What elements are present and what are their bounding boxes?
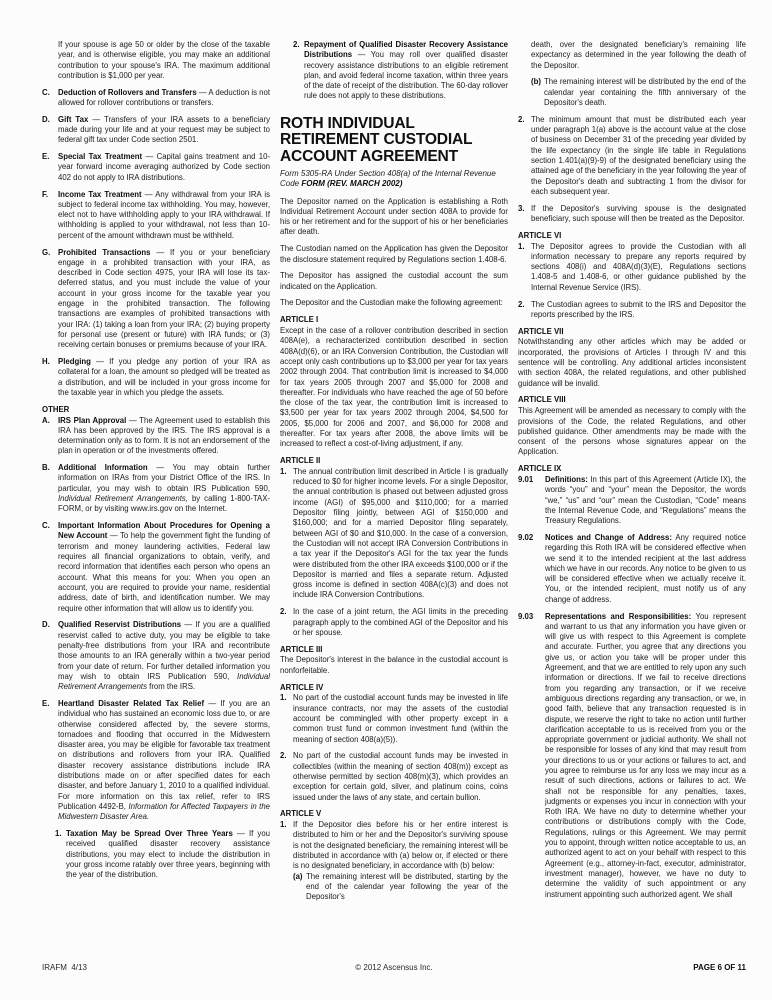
item-text: No part of the custodial account funds may be invested in collectibles (within the meaning of section 408(m)) except as otherwise permitted by section 408(m)(3), which provides an exception for certain gold, silver, and platinum coins, coins issued under the laws of any state, and certain bullion. [293, 751, 508, 802]
item-text: In the case of a joint return, the AGI limits in the preceding paragraph apply to the combined AGI of the Depositor and his or her spouse. [293, 607, 508, 637]
spouse-contribution-paragraph: If your spouse is age 50 or older by the close of the taxable year, and is otherwise eligible, you may make an additional contribution to your spouse's IRA. The maximum additional contribution is $1,000 per year. [58, 40, 270, 80]
article-3-heading: ARTICLE III [280, 644, 323, 654]
item-text: — If you or your beneficiary engage in a prohibited transaction with your IRA, as described in Code section 4975, your IRA will lose its tax-deferred status, and you must include the value of your account in your gross income for the taxable year you engage in the prohibited transaction. The following transactions are examples of prohibited transactions with your IRA: (1) taking a loan from your IRA; (2) buying property for personal use (present or future) with IRA funds; or (3) receiving certain bonuses or premiums because of your IRA. [58, 247, 270, 350]
item-label: E. [42, 698, 50, 708]
item-label: (b) [531, 77, 541, 87]
list-item-gift-tax [42, 115, 270, 146]
item-text: — If you pledge any portion of your IRA as collateral for a loan, the amount so pledged will be treated as a distribution, and will be included in your gross income for the taxable year in which you pledge the assets. [58, 357, 270, 397]
item-text-italic: Individual Retirement Arrangements, [58, 494, 188, 504]
article-9-heading: ARTICLE IX [518, 464, 562, 474]
item-body [58, 190, 270, 241]
item-label: F. [42, 189, 49, 199]
item-title: Representations and Responsibilities: [545, 611, 692, 621]
page-footer [42, 963, 746, 975]
item-number: 9.01 [518, 474, 534, 484]
item-text: The Depositor agrees to provide the Custodian with all information necessary to prepare any reports required by sections 408(i) and 408A(d)(3)(E), Regulations sections 1.408-5 and 1.408-6, or other guidance published by the Internal Revenue Service (IRS). [531, 241, 746, 292]
item-label: 2. [518, 114, 525, 124]
item-body [58, 699, 270, 823]
item-title: Taxation May be Spread Over Three Years [66, 828, 233, 838]
item-label: 2. [280, 751, 287, 761]
article-9-item-notices [518, 533, 746, 605]
assigned-sum-paragraph: The Depositor has assigned the custodial account the sum indicated on the Application. [280, 271, 508, 291]
list-item-heartland-disaster [42, 699, 270, 823]
page-number: PAGE 6 OF 11 [693, 963, 746, 972]
list-item-prohibited-transactions [42, 248, 270, 351]
item-label: D. [42, 114, 50, 124]
list-item-special-tax-treatment [42, 152, 270, 183]
item-text: The annual contribution limit described in Article I is gradually reduced to $0 for higher income levels. For a single Depositor, the annual contribution is phased out between adjusted gross income (AGI) of $95,000 and $110,000; for a married Depositor filing jointly, between AGI of $150,000 and $160,000; and for a married Depositor filing separately, between AGI of $0 and $10,000. In the case of a conversion, the Custodian will not accept IRA Conversion Contributions in a tax year if the Depositor's AGI for the tax year the funds were distributed from the other IRA exceeds $100,000 or if the Depositor is married and files a separate return. Adjusted gross income is defined in section 408A(c)(3) and does not include IRA Conversion Contributions. [293, 466, 508, 600]
item-label: H. [42, 357, 50, 367]
item-text: The Custodian agrees to submit to the IRS and Depositor the reports prescribed by the IRS. [531, 299, 746, 319]
article-5-sub-a [280, 872, 508, 903]
item-text: The remaining interest will be distributed by the end of the calendar year containing the fifth anniversary of the Depositor's death. [544, 77, 746, 107]
item-title: IRS Plan Approval [58, 415, 127, 425]
item-title: Special Tax Treatment [58, 152, 143, 162]
middle-column [280, 40, 508, 906]
item-text: — The Agreement used to establish this IRA has been approved by the IRS. The IRS approval is a determination only as to form. It is not an endorsement of the plan in operation or of the investments offered. [58, 415, 270, 456]
item-text: — If you are a qualified reservist called to active duty, you may be eligible to take penalty-free distributions from your IRA and recontribute those amounts to an IRA generally within a two-year period from your date of return. For further detailed information you may wish to obtain IRS Publication 590, [58, 620, 270, 681]
item-label: 3. [518, 203, 525, 213]
article-9-item-representations [518, 612, 746, 900]
form-subtitle-revision: FORM (REV. MARCH 2002) [301, 178, 403, 188]
item-text: — Capital gains treatment and 10-year forward income averaging authorized by Code section 402 do not apply to IRA distributions. [58, 152, 270, 182]
item-body [58, 115, 270, 146]
item-label: 1. [518, 241, 525, 251]
item-body [304, 40, 508, 102]
item-text-italic: Information for Affected Taxpayers in the Midwestern Disaster Area. [58, 801, 270, 822]
article-5-heading: ARTICLE V [280, 809, 322, 819]
item-title: Definitions: [545, 474, 588, 484]
article-7-text: Notwithstanding any other articles which may be added or incorporated, the provisions of Articles I through IV and this sentence will be controlling. Any additional articles inconsistent with section 408A, the related regulations, and other published guidance will be invalid. [518, 337, 746, 388]
article-2-item-2 [280, 607, 508, 638]
article-7-heading: ARTICLE VII [518, 326, 564, 336]
item-label: (a) [293, 871, 303, 881]
item-label: 1. [280, 466, 287, 476]
item-text: — To help the government fight the funding of terrorism and money laundering activities, Federal law requires all financial organizations to obtain, verify, and record information that identifies each person who opens an account. What this means for you: When you open an account, you are required to provide your name, residential address, date of birth, and identification number. We may require other information that will allow us to identify you. [58, 531, 270, 613]
item-label: C. [42, 87, 50, 97]
item-body [58, 620, 270, 692]
form-code: IRAFM 4/13 [42, 963, 87, 972]
article-8-heading: ARTICLE VIII [518, 395, 566, 405]
item-label: 2. [280, 607, 287, 617]
copyright-notice: © 2012 Ascensus Inc. [355, 963, 433, 972]
item-title: Pledging [58, 357, 91, 367]
item-body [545, 475, 746, 526]
article-6-heading: ARTICLE VI [518, 230, 562, 240]
item-title: Deduction of Rollovers and Transfers [58, 87, 197, 97]
item-text: — You may roll over qualified disaster recovery assistance distributions to an eligible retirement plan, and avoid federal income taxation, within three years of the date of receipt of the distribution. The 60-day rollover rule does not apply to these distributions. [304, 50, 508, 101]
item-text: You represent and warrant to us that any information you have given or will give us with respect to this Agreement is complete and accurate. Further, you agree that any directions you give us, or action you take will be proper under this Agreement, and that we are entitled to rely upon any such information or directions. If we fail to receive directions from you regarding any transaction, or if we receive ambiguous directions regarding any transaction, or we, in good faith, believe that any transaction requested is in dispute, we reserve the right to take no action until further clarification acceptable to us is received from you or the appropriate government or judicial authority. We shall not be responsible for losses of any kind that may result from your directions to us or your actions or failures to act, and you agree to reimburse us for any loss we may incur as a result of such directions, actions or failures to act. We shall not be responsible for any penalties, taxes, judgments or expenses you incur in connection with your Roth IRA. We have no duty to determine whether your contributions or distributions comply with the Code, Regulations, rulings or this Agreement. We may permit you to appoint, through written notice acceptable to us, an authorized agent to act on your behalf with respect to this Agreement (e.g., attorney-in-fact, executor, administrator, investment manager), however, we have no duty to determine the validity of such appointment or any instrument appointing such authorized agent. We shall [545, 611, 746, 899]
item-body [58, 463, 270, 514]
article-4-item-2 [280, 751, 508, 802]
article-5-item-2 [518, 115, 746, 197]
article-5-item-3 [518, 204, 746, 225]
item-text: In this part of this Agreement (Article IX), the words “you” and “your” mean the Depositor, the words “we,” “us” and “our” mean the Custodian, “Code” means the Internal Revenue Code, and “Regulations” means the Treasury Regulations. [545, 474, 746, 526]
article-9-item-definitions [518, 475, 746, 526]
item-label: 1. [280, 820, 287, 830]
left-column [42, 40, 270, 906]
item-label: A. [42, 415, 50, 425]
item-label: B. [42, 463, 50, 473]
list-item-income-tax-treatment [42, 190, 270, 241]
article-4-heading: ARTICLE IV [280, 682, 324, 692]
item-label: C. [42, 521, 50, 531]
list-item-taxation-spread [55, 829, 270, 880]
item-text: — Any withdrawal from your IRA is subject to federal income tax withholding. You may, however, elect not to have withholding apply to your IRA withdrawal. If withholding is applied to your withdrawal, not less than 10-percent of the amount withdrawn must be withheld. [58, 189, 270, 240]
article-3-text: The Depositor's interest in the balance in the custodial account is nonforfeitable. [280, 655, 508, 675]
item-title: Important Information About Procedures for Opening a New Account [58, 521, 270, 541]
item-title: Prohibited Transactions [58, 247, 151, 257]
item-body [66, 829, 270, 880]
item-text: — If you are an individual who has sustained an economic loss due to, or are otherwise considered affected by, the severe storms, tornadoes and flooding that occurred in the Midwestern disaster area, you may be eligible for favorable tax treatment on distributions and rollovers from your IRA. Qualified disaster recovery assistance distributions include IRA distributions made on or after specified dates for each disaster, and before January 1, 2010 to a qualified individual. For more information on this tax relief, refer to IRS Publication 4492-B, [58, 698, 271, 811]
depositor-establishing-paragraph: The Depositor named on the Application is establishing a Roth Individual Retirement Account under section 408A to provide for his or her retirement and for the support of his or her beneficiaries after death. [280, 196, 508, 237]
article-5-item-1 [280, 820, 508, 871]
list-item-repayment-distributions [293, 40, 508, 102]
item-text: The remaining interest will be distributed, starting by the end of the calendar year following the year of the Depositor's [306, 871, 508, 902]
item-label: D. [42, 620, 50, 630]
item-body [58, 357, 270, 398]
item-number: 9.02 [518, 532, 534, 542]
other-section-heading: OTHER [42, 404, 70, 414]
item-title: Additional Information [58, 463, 148, 473]
item-title: Repayment of Qualified Disaster Recovery Assistance Distributions [304, 40, 508, 60]
custodian-disclosure-paragraph: The Custodian named on the Application has given the Depositor the disclosure statement required by Regulations section 1.408-6. [280, 244, 508, 264]
item-text: — You may obtain further information on IRAs from your District Office of the IRS. In particular, you may wish to obtain IRS Publication 590, [58, 463, 270, 493]
article-5-sub-b [518, 77, 746, 108]
item-body [58, 88, 270, 109]
item-title: Qualified Reservist Distributions [58, 620, 182, 630]
article-1-text: Except in the case of a rollover contribution described in section 408A(e), a recharacterized contribution described in section 408A(d)(6), or an IRA Conversion Contribution, the Custodian will accept only cash contributions up to $3,000 per year for tax years 2002 through 2004. That contribution limit is increased to $4,000 for tax years 2005 through 2007 and $5,000 for 2008 and thereafter. For individuals who have reached the age of 50 before the close of the tax year, the contribution limit is increased to $3,500 per year for tax years 2002 through 2004, $4,500 for 2005, $5,000 for 2006 and 2007, and $6,000 for 2008 and thereafter. For tax years after 2008, the above limits will be increased to reflect a cost-of-living adjustment, if any. [280, 326, 508, 449]
list-item-deduction-rollovers [42, 88, 270, 109]
list-item-additional-information [42, 463, 270, 514]
item-body [58, 152, 270, 183]
item-text: — If you received qualified disaster recovery assistance distributions, you may elect to include the distribution in your gross income ratably over three years, beginning with the year of the distribution. [66, 828, 270, 880]
item-text: Any required notice regarding this Roth IRA will be considered effective when we send it to the intended recipient at the last address which we have in our records. Any notice to be given to us will be considered effective when we actually receive it. You, or the intended recipient, must notify us of any change of address. [545, 532, 746, 604]
item-body [58, 248, 270, 351]
item-text: — A deduction is not allowed for rollover contributions or transfers. [58, 87, 271, 107]
item-text: If the Depositor's surviving spouse is the designated beneficiary, such spouse will then be treated as the Depositor. [531, 203, 746, 223]
item-number: 9.03 [518, 611, 534, 621]
list-item-irs-plan-approval [42, 416, 270, 457]
item-title: Heartland Disaster Related Tax Relief [58, 698, 205, 708]
item-text: If the Depositor dies before his or her entire interest is distributed to him or her and the Depositor's surviving spouse is not the designated beneficiary, the remaining interest will be distributed in accordance with (a) below or, if elected or there is no designated beneficiary, in accordance with (b) below: [293, 820, 508, 871]
item-title: Income Tax Treatment [58, 189, 142, 199]
item-label: 2. [293, 40, 300, 49]
form-subtitle-regular: Form 5305-RA Under Section 408(a) of the Internal Revenue Code [280, 168, 496, 188]
article-8-text: This Agreement will be amended as necessary to comply with the provisions of the Code, the related Regulations, and other published guidance. Other amendments may be made with the consent of the persons whose signatures appear on the Application. [518, 406, 746, 457]
item-text: No part of the custodial account funds may be invested in life insurance contracts, nor may the assets of the custodial account be commingled with other property except in a common trust fund or common investment fund (within the meaning of section 408(a)(5)). [293, 693, 508, 744]
article-1-heading: ARTICLE I [280, 315, 319, 325]
item-text: The minimum amount that must be distributed each year under paragraph 1(a) above is the account value at the close of business on December 31 of the preceding year divided by the life expectancy (in the single life table in Regulations section 1.401(a)(9)-9) of the designated beneficiary using the attained age of the beneficiary in the year following the year of the Depositor's death and subtracting 1 from the divisor for each subsequent year. [531, 114, 746, 196]
list-item-pledging [42, 357, 270, 398]
form-subtitle [280, 169, 508, 189]
item-label: 2. [518, 299, 525, 309]
article-2-heading: ARTICLE II [280, 456, 321, 466]
article-5-continuation-paragraph: death, over the designated beneficiary's remaining life expectancy as determined in the year following the death of the Depositor. [531, 40, 746, 70]
article-6-item-2 [518, 300, 746, 321]
item-label: G. [42, 247, 51, 257]
item-label: 1. [55, 828, 62, 838]
item-text-italic: Individual Retirement Arrangements [58, 671, 270, 692]
article-4-item-1 [280, 693, 508, 744]
list-item-opening-new-account [42, 521, 270, 614]
article-2-item-1 [280, 467, 508, 601]
list-item-qualified-reservist [42, 620, 270, 692]
item-body [58, 416, 270, 457]
item-text: by calling 1-800-TAX-FORM, or by visiting www.irs.gov on the Internet. [58, 494, 270, 514]
agreement-intro-paragraph: The Depositor and the Custodian make the following agreement: [280, 298, 503, 308]
item-body [545, 533, 746, 605]
right-column [518, 40, 746, 906]
item-body [545, 612, 746, 900]
item-title: Gift Tax [58, 114, 89, 124]
item-text: — Transfers of your IRA assets to a beneficiary made during your life and at your request may be subject to federal gift tax under Code section 2501. [58, 114, 270, 145]
item-label: E. [42, 152, 50, 162]
item-title: Notices and Change of Address: [545, 532, 672, 542]
item-label: 1. [280, 693, 287, 703]
item-body [58, 521, 270, 614]
page-title: ROTH INDIVIDUAL RETIREMENT CUSTODIAL ACCOUNT AGREEMENT [280, 114, 473, 165]
article-6-item-1 [518, 242, 746, 293]
item-text: from the IRS. [146, 682, 196, 692]
